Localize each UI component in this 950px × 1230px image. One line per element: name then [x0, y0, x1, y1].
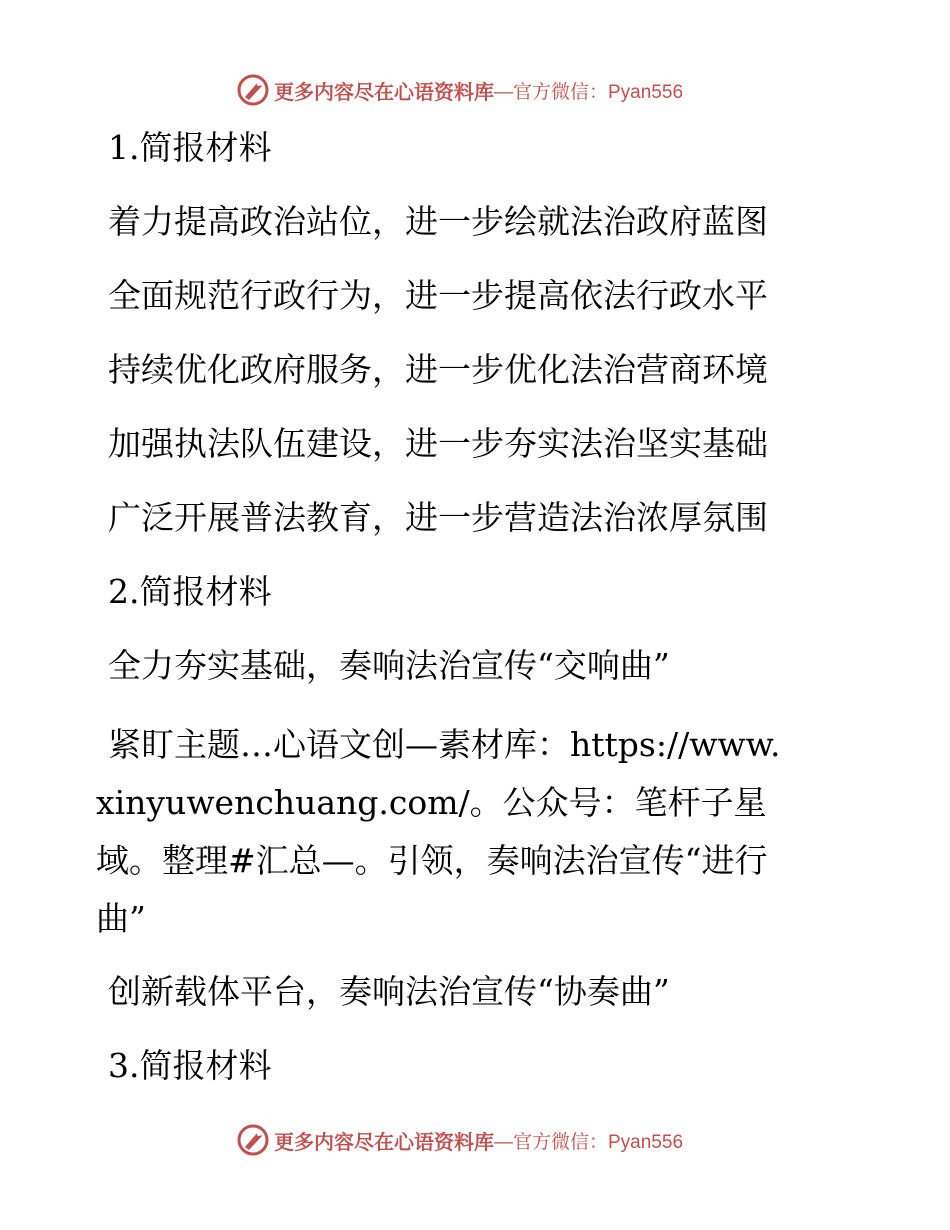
body-line: 着力提高政治站位，进一步绘就法治政府蓝图	[108, 202, 768, 241]
footer-watermark	[236, 1122, 683, 1158]
body-line: 全面规范行政行为，进一步提高依法行政水平	[108, 276, 768, 315]
pen-logo-icon	[236, 1123, 270, 1157]
heading-section-1: 1.简报材料	[108, 128, 272, 167]
header-watermark	[236, 72, 683, 108]
body-line: 广泛开展普法教育，进一步营造法治浓厚氛围	[108, 498, 768, 537]
watermark-contact-text: —官方微信：Pyan556	[494, 1131, 684, 1153]
body-line: 全力夯实基础，奏响法治宣传“交响曲”	[108, 646, 670, 685]
pen-logo-icon	[236, 73, 270, 107]
watermark-main-text: 更多内容尽在心语资料库	[274, 79, 494, 104]
watermark-main-text: 更多内容尽在心语资料库	[274, 1129, 494, 1154]
document-body	[96, 124, 816, 1090]
body-paragraph: 紧盯主题…心语文创—素材库：https://www.xinyuwenchuang.com/。公众号：笔杆子星域。整理#汇总—。引领，奏响法治宣传“进行曲”	[96, 725, 781, 938]
heading-section-3: 3.简报材料	[108, 1046, 272, 1085]
body-line: 创新载体平台，奏响法治宣传“协奏曲”	[108, 972, 670, 1011]
body-line: 加强执法队伍建设，进一步夯实法治坚实基础	[108, 424, 768, 463]
watermark-contact-text: —官方微信：Pyan556	[494, 81, 684, 103]
heading-section-2: 2.简报材料	[108, 572, 272, 611]
body-line: 持续优化政府服务，进一步优化法治营商环境	[108, 350, 768, 389]
